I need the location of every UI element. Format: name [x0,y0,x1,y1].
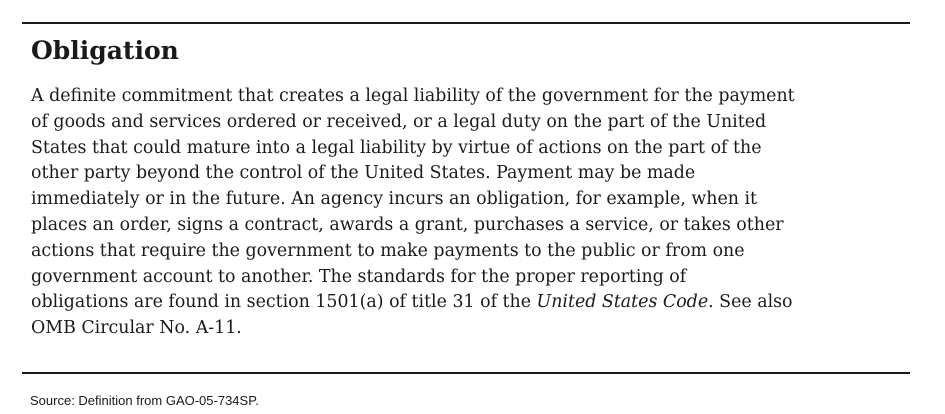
definition-text [31,84,911,342]
top-rule [22,22,910,24]
line-text: obligations are found in section 1501(a) of title 31 of the [31,292,537,313]
definition-box [22,22,910,342]
definition-line: of goods and services ordered or received, or a legal duty on the part of the United [31,111,767,132]
definition-line: government account to another. The standards for the proper reporting of [31,266,687,287]
definition-line: immediately or in the future. An agency incurs an obligation, for example, when it [31,189,758,210]
definition-line: States that could mature into a legal liability by virtue of actions on the part of the [31,137,762,158]
code-title: United States Code [536,292,709,313]
definition-line: A definite commitment that creates a legal liability of the government for the payment [31,86,795,106]
bottom-rule [22,372,910,374]
definition-line [31,290,911,316]
definition-line: OMB Circular No. A-11. [31,318,242,339]
definition-line: actions that require the government to make payments to the public or from one [31,240,745,261]
definition-line: other party beyond the control of the United States. Payment may be made [31,163,696,184]
line-text: . See also [708,292,793,313]
definition-title: Obligation [31,36,179,65]
source-note: Source: Definition from GAO-05-734SP. [30,393,259,408]
definition-line: places an order, signs a contract, awards a grant, purchases a service, or takes other [31,214,784,235]
